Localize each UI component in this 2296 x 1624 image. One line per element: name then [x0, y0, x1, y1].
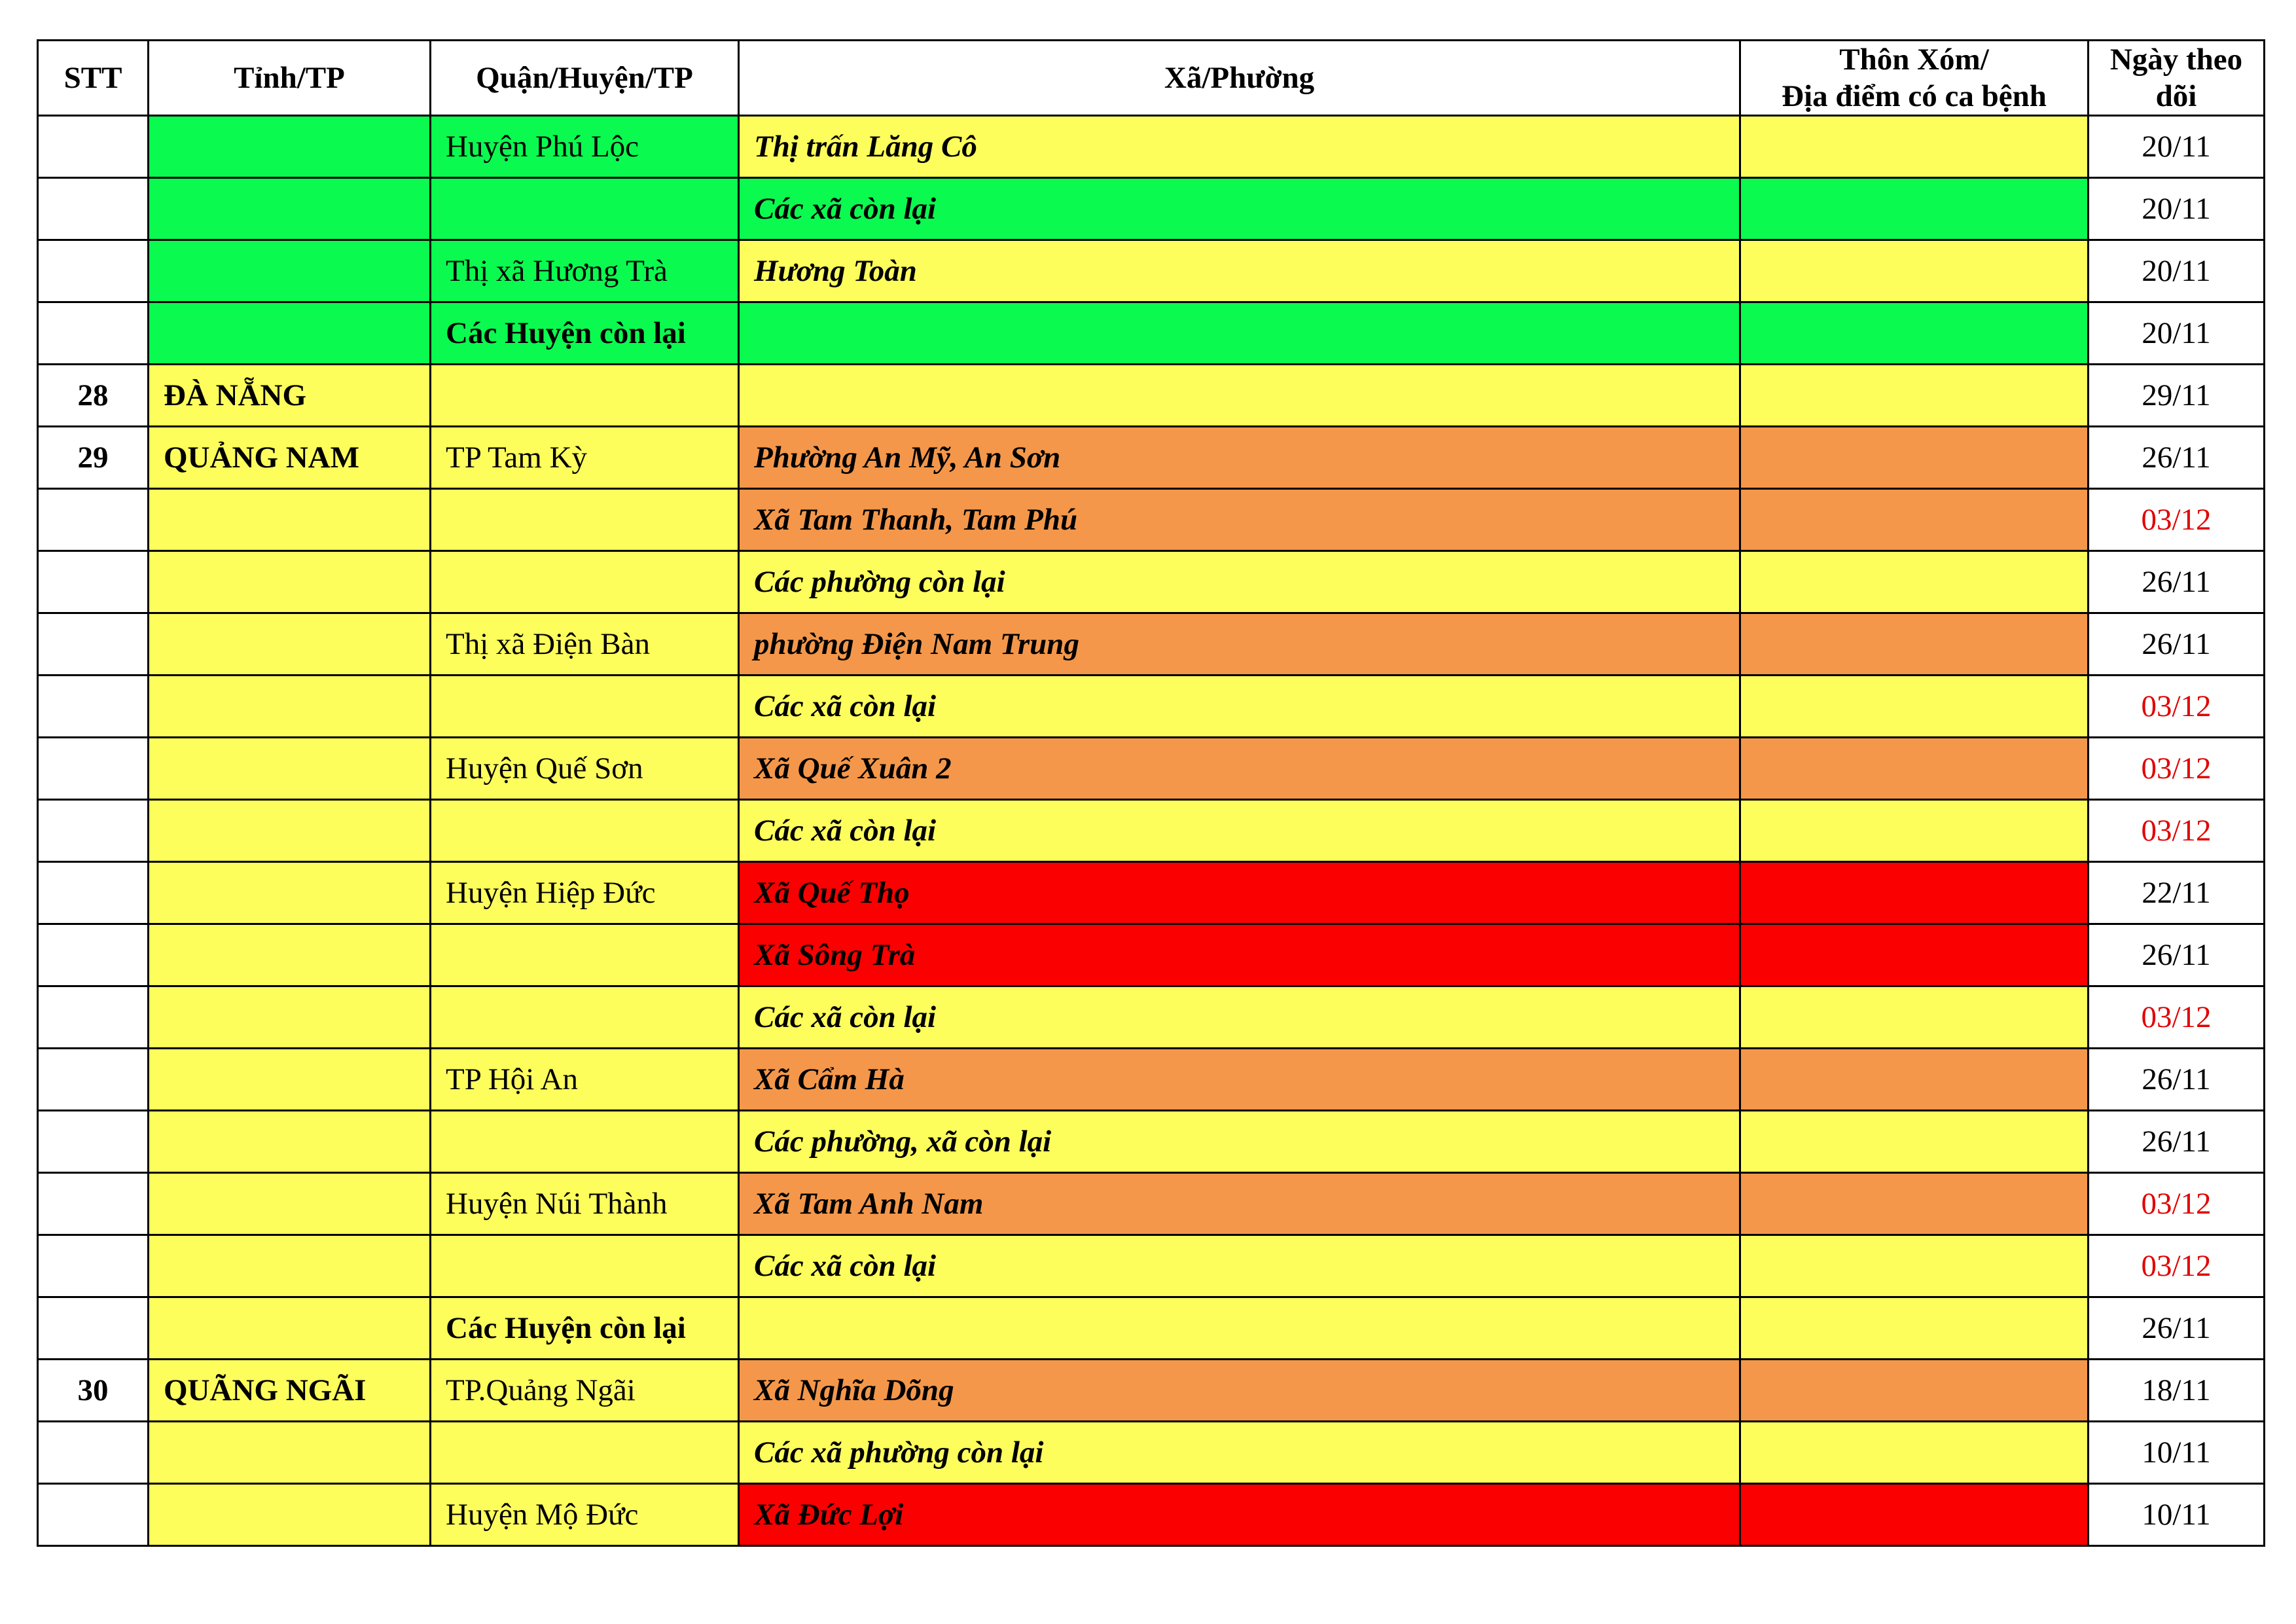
cell-commune: Xã Sông Trà: [739, 924, 1740, 986]
cell-hamlet: [1740, 862, 2089, 924]
header-district: Quận/Huyện/TP: [431, 41, 739, 116]
cell-date: 22/11: [2089, 862, 2265, 924]
cell-commune: Các xã còn lại: [739, 178, 1740, 240]
cell-hamlet: [1740, 1235, 2089, 1297]
cell-hamlet: [1740, 240, 2089, 302]
cell-date: 03/12: [2089, 738, 2265, 800]
table-row: [38, 738, 2265, 800]
cell-district: TP Hội An: [431, 1049, 739, 1111]
header-commune: Xã/Phường: [739, 41, 1740, 116]
table-row: [38, 800, 2265, 862]
cell-province: [149, 738, 431, 800]
cell-commune: Xã Quế Xuân 2: [739, 738, 1740, 800]
table-row: [38, 1049, 2265, 1111]
cell-date: 03/12: [2089, 986, 2265, 1049]
cell-hamlet: [1740, 1484, 2089, 1546]
cell-stt: [38, 1235, 149, 1297]
cell-hamlet: [1740, 1049, 2089, 1111]
table-row: [38, 178, 2265, 240]
table-row: [38, 1360, 2265, 1422]
cell-stt: 28: [38, 365, 149, 427]
table-body: [38, 116, 2265, 1546]
cell-province: [149, 1235, 431, 1297]
cell-commune: Các xã còn lại: [739, 800, 1740, 862]
table-row: [38, 551, 2265, 613]
cell-commune: [739, 1297, 1740, 1360]
cell-date: 03/12: [2089, 1173, 2265, 1235]
cell-district: TP.Quảng Ngãi: [431, 1360, 739, 1422]
cell-date: 03/12: [2089, 800, 2265, 862]
cell-date: 10/11: [2089, 1422, 2265, 1484]
cell-commune: Xã Nghĩa Dõng: [739, 1360, 1740, 1422]
cell-province: [149, 613, 431, 676]
table-row: [38, 1173, 2265, 1235]
cell-date: 10/11: [2089, 1484, 2265, 1546]
cell-date: 18/11: [2089, 1360, 2265, 1422]
cell-province: [149, 676, 431, 738]
cell-commune: Thị trấn Lăng Cô: [739, 116, 1740, 178]
cell-province: [149, 1422, 431, 1484]
cell-stt: [38, 1111, 149, 1173]
cell-province: [149, 1297, 431, 1360]
cell-commune: [739, 302, 1740, 365]
cell-province: [149, 551, 431, 613]
table-row: [38, 489, 2265, 551]
cell-commune: Phường An Mỹ, An Sơn: [739, 427, 1740, 489]
cell-province: QUÃNG NGÃI: [149, 1360, 431, 1422]
table-row: [38, 116, 2265, 178]
cell-hamlet: [1740, 986, 2089, 1049]
cell-date: 26/11: [2089, 613, 2265, 676]
cell-stt: [38, 240, 149, 302]
cell-district: Huyện Phú Lộc: [431, 116, 739, 178]
table-row: [38, 613, 2265, 676]
cell-district: Các Huyện còn lại: [431, 1297, 739, 1360]
cell-date: 26/11: [2089, 924, 2265, 986]
cell-stt: 29: [38, 427, 149, 489]
cell-stt: [38, 676, 149, 738]
cell-stt: [38, 613, 149, 676]
cell-hamlet: [1740, 365, 2089, 427]
cell-date: 20/11: [2089, 116, 2265, 178]
cell-date: 20/11: [2089, 178, 2265, 240]
cell-district: Huyện Hiệp Đức: [431, 862, 739, 924]
table-row: [38, 1484, 2265, 1546]
cell-hamlet: [1740, 116, 2089, 178]
cell-hamlet: [1740, 1111, 2089, 1173]
cell-stt: 30: [38, 1360, 149, 1422]
cell-district: [431, 924, 739, 986]
cell-date: 26/11: [2089, 1049, 2265, 1111]
header-date-line2: dõi: [2155, 79, 2197, 113]
cell-district: Huyện Núi Thành: [431, 1173, 739, 1235]
cell-province: ĐÀ NẴNG: [149, 365, 431, 427]
cell-hamlet: [1740, 738, 2089, 800]
cell-hamlet: [1740, 924, 2089, 986]
cell-province: [149, 924, 431, 986]
cell-district: [431, 1235, 739, 1297]
cell-commune: Các phường còn lại: [739, 551, 1740, 613]
header-date: [2089, 41, 2265, 116]
cell-province: QUẢNG NAM: [149, 427, 431, 489]
cell-commune: [739, 365, 1740, 427]
cell-date: 26/11: [2089, 427, 2265, 489]
table-row: [38, 676, 2265, 738]
cell-district: Huyện Quế Sơn: [431, 738, 739, 800]
cell-province: [149, 986, 431, 1049]
cell-hamlet: [1740, 1297, 2089, 1360]
header-hamlet-line1: Thôn Xóm/: [1839, 43, 1989, 77]
cell-district: TP Tam Kỳ: [431, 427, 739, 489]
cell-district: [431, 800, 739, 862]
cell-stt: [38, 924, 149, 986]
table-row: [38, 365, 2265, 427]
cell-stt: [38, 1422, 149, 1484]
cell-hamlet: [1740, 1360, 2089, 1422]
cell-province: [149, 800, 431, 862]
cell-district: [431, 551, 739, 613]
cell-hamlet: [1740, 613, 2089, 676]
table-row: [38, 1111, 2265, 1173]
cell-stt: [38, 738, 149, 800]
table-row: [38, 1235, 2265, 1297]
header-province: Tỉnh/TP: [149, 41, 431, 116]
cell-province: [149, 489, 431, 551]
cell-province: [149, 1049, 431, 1111]
cell-district: [431, 365, 739, 427]
cell-district: [431, 489, 739, 551]
cell-province: [149, 1173, 431, 1235]
cell-commune: Các xã còn lại: [739, 1235, 1740, 1297]
header-row: [38, 41, 2265, 116]
cell-district: Huyện Mộ Đức: [431, 1484, 739, 1546]
table-row: [38, 1297, 2265, 1360]
cell-stt: [38, 1173, 149, 1235]
cell-stt: [38, 489, 149, 551]
cell-district: [431, 986, 739, 1049]
table-row: [38, 986, 2265, 1049]
cell-stt: [38, 551, 149, 613]
cell-stt: [38, 800, 149, 862]
cell-hamlet: [1740, 1422, 2089, 1484]
cell-date: 03/12: [2089, 1235, 2265, 1297]
table-row: [38, 240, 2265, 302]
cell-commune: Các xã còn lại: [739, 986, 1740, 1049]
cell-district: [431, 676, 739, 738]
cell-hamlet: [1740, 302, 2089, 365]
cell-district: [431, 178, 739, 240]
cell-hamlet: [1740, 427, 2089, 489]
cell-date: 20/11: [2089, 302, 2265, 365]
cell-stt: [38, 116, 149, 178]
table-row: [38, 302, 2265, 365]
cell-stt: [38, 1297, 149, 1360]
cell-stt: [38, 986, 149, 1049]
cell-commune: Xã Cẩm Hà: [739, 1049, 1740, 1111]
cell-province: [149, 862, 431, 924]
cell-district: Thị xã Hương Trà: [431, 240, 739, 302]
header-hamlet: [1740, 41, 2089, 116]
cell-hamlet: [1740, 178, 2089, 240]
cell-commune: Xã Tam Anh Nam: [739, 1173, 1740, 1235]
cell-district: [431, 1422, 739, 1484]
cell-stt: [38, 302, 149, 365]
header-date-line1: Ngày theo: [2109, 43, 2243, 77]
cell-hamlet: [1740, 1173, 2089, 1235]
cell-stt: [38, 178, 149, 240]
cell-commune: Các phường, xã còn lại: [739, 1111, 1740, 1173]
cell-hamlet: [1740, 489, 2089, 551]
cell-date: 26/11: [2089, 1297, 2265, 1360]
cell-province: [149, 178, 431, 240]
cell-date: 26/11: [2089, 551, 2265, 613]
cell-stt: [38, 862, 149, 924]
cell-province: [149, 1111, 431, 1173]
header-stt: STT: [38, 41, 149, 116]
cell-date: 29/11: [2089, 365, 2265, 427]
cell-date: 03/12: [2089, 489, 2265, 551]
cell-district: Thị xã Điện Bàn: [431, 613, 739, 676]
cell-hamlet: [1740, 676, 2089, 738]
cell-stt: [38, 1484, 149, 1546]
table-row: [38, 427, 2265, 489]
cell-date: 03/12: [2089, 676, 2265, 738]
cell-commune: Xã Đức Lợi: [739, 1484, 1740, 1546]
cell-commune: Xã Quế Thọ: [739, 862, 1740, 924]
cell-commune: Xã Tam Thanh, Tam Phú: [739, 489, 1740, 551]
cell-commune: Hương Toàn: [739, 240, 1740, 302]
cell-commune: Các xã còn lại: [739, 676, 1740, 738]
cell-province: [149, 1484, 431, 1546]
cell-stt: [38, 1049, 149, 1111]
cell-commune: Các xã phường còn lại: [739, 1422, 1740, 1484]
cell-province: [149, 116, 431, 178]
header-hamlet-line2: Địa điểm có ca bệnh: [1782, 79, 2047, 113]
cell-hamlet: [1740, 551, 2089, 613]
table-row: [38, 924, 2265, 986]
table-row: [38, 862, 2265, 924]
cell-date: 20/11: [2089, 240, 2265, 302]
cell-district: [431, 1111, 739, 1173]
cell-province: [149, 240, 431, 302]
cell-district: Các Huyện còn lại: [431, 302, 739, 365]
cell-commune: phường Điện Nam Trung: [739, 613, 1740, 676]
cell-date: 26/11: [2089, 1111, 2265, 1173]
table-row: [38, 1422, 2265, 1484]
cell-hamlet: [1740, 800, 2089, 862]
tracking-table: [37, 39, 2265, 1547]
cell-province: [149, 302, 431, 365]
